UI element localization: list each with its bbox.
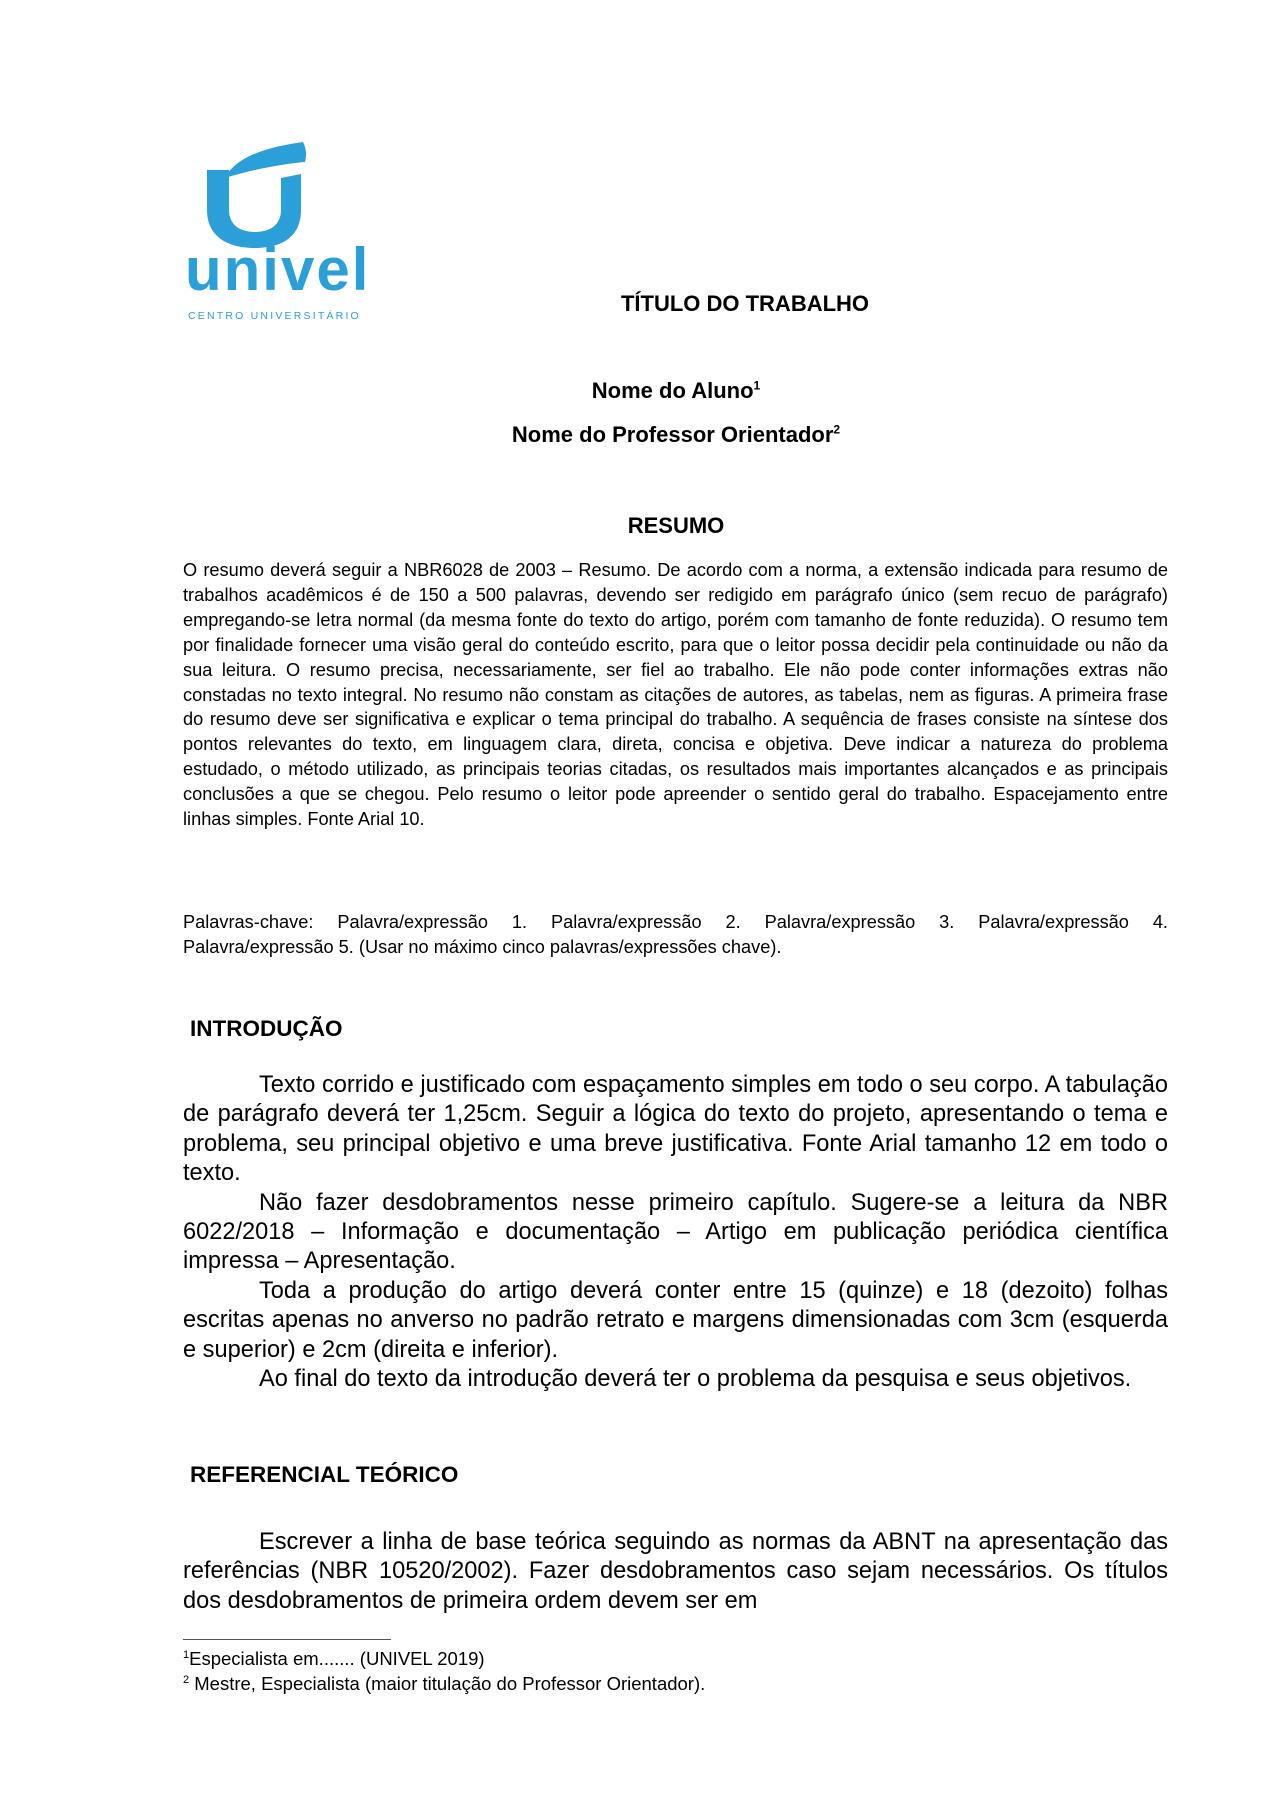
introduction-heading: INTRODUÇÃO (190, 1016, 343, 1041)
footnote-text: Mestre, Especialista (maior titulação do Professor Orientador). (189, 1673, 706, 1694)
advisor-name-text: Nome do Professor Orientador (511, 422, 834, 447)
author-name (185, 378, 1167, 404)
footnote-item (183, 1646, 1168, 1671)
footnote-text: Especialista em....... (UNIVEL 2019) (189, 1648, 485, 1669)
author-name-text: Nome do Aluno (591, 378, 754, 403)
logo-brand-text: univel (185, 236, 371, 303)
introduction-body (183, 1071, 1168, 1394)
univel-logo (185, 140, 371, 325)
footnotes (183, 1646, 1168, 1696)
advisor-name (185, 422, 1167, 448)
footnote-mark: 2 (183, 1673, 190, 1686)
theory-body (183, 1528, 1168, 1616)
logo-subtitle: CENTRO UNIVERSITÁRIO (188, 310, 361, 322)
paragraph: Ao final do texto da introdução deverá ter o problema da pesquisa e seus objetivos. (259, 1366, 1132, 1393)
advisor-footnote-mark: 2 (833, 422, 841, 437)
abstract-heading: RESUMO (627, 513, 725, 538)
footnote-item (183, 1671, 1168, 1696)
paragraph: Texto corrido e justificado com espaçamento simples em todo o seu corpo. A tabulação de parágrafo deverá ter 1,25cm. Seguir a lógica do texto do projeto, apresentando o tema e problema, seu principal objetivo e uma breve justificativa. Fonte Arial tamanho 12 em todo o texto. (183, 1072, 1168, 1187)
theory-heading: REFERENCIAL TEÓRICO (190, 1462, 459, 1487)
paper-title: TÍTULO DO TRABALHO (620, 291, 870, 316)
univel-emblem-icon (185, 140, 365, 250)
keywords: Palavras-chave: Palavra/expressão 1. Palavra/expressão 2. Palavra/expressão 3. Palavra/expressão 4. Palavra/expressão 5. (Usar no máximo cinco palavras/expressões chave). (183, 912, 1168, 957)
footnote-mark: 1 (183, 1648, 190, 1661)
paragraph: Não fazer desdobramentos nesse primeiro capítulo. Sugere-se a leitura da NBR 6022/2018 – Informação e documentação – Artigo em publicação periódica científica impressa – Apresentação. (183, 1189, 1168, 1275)
abstract-body: O resumo deverá seguir a NBR6028 de 2003 – Resumo. De acordo com a norma, a extensão indicada para resumo de trabalhos acadêmicos é de 150 a 500 palavras, devendo ser redigido em parágrafo único (sem recuo de parágrafo) empregando-se letra normal (da mesma fonte do texto do artigo, porém com tamanho de fonte reduzida). O resumo tem por finalidade fornecer uma visão geral do conteúdo escrito, para que o leitor possa decidir pela continuidade ou não da sua leitura. O resumo precisa, necessariamente, ser fiel ao trabalho. Ele não pode conter informações extras não constadas no texto integral. No resumo não constam as citações de autores, as tabelas, nem as figuras. A primeira frase do resumo deve ser significativa e explicar o tema principal do trabalho. A sequência de frases consiste na síntese dos pontos relevantes do texto, em linguagem clara, direta, concisa e objetiva. Deve indicar a natureza do problema estudado, o método utilizado, as principais teorias citadas, os resultados mais importantes alcançados e as principais conclusões a que se chegou. Pelo resumo o leitor pode apreender o sentido geral do trabalho. Espacejamento entre linhas simples. Fonte Arial 10. (183, 560, 1168, 830)
paragraph: Toda a produção do artigo deverá conter entre 15 (quinze) e 18 (dezoito) folhas escritas apenas no anverso no padrão retrato e margens dimensionadas com 3cm (esquerda e superior) e 2cm (direita e inferior). (183, 1277, 1168, 1363)
footnote-separator (183, 1639, 391, 1640)
author-footnote-mark: 1 (753, 378, 761, 393)
paragraph: Escrever a linha de base teórica seguindo as normas da ABNT na apresentação das referências (NBR 10520/2002). Fazer desdobramentos caso sejam necessários. Os títulos dos desdobramentos de primeira ordem devem ser em (183, 1529, 1168, 1614)
